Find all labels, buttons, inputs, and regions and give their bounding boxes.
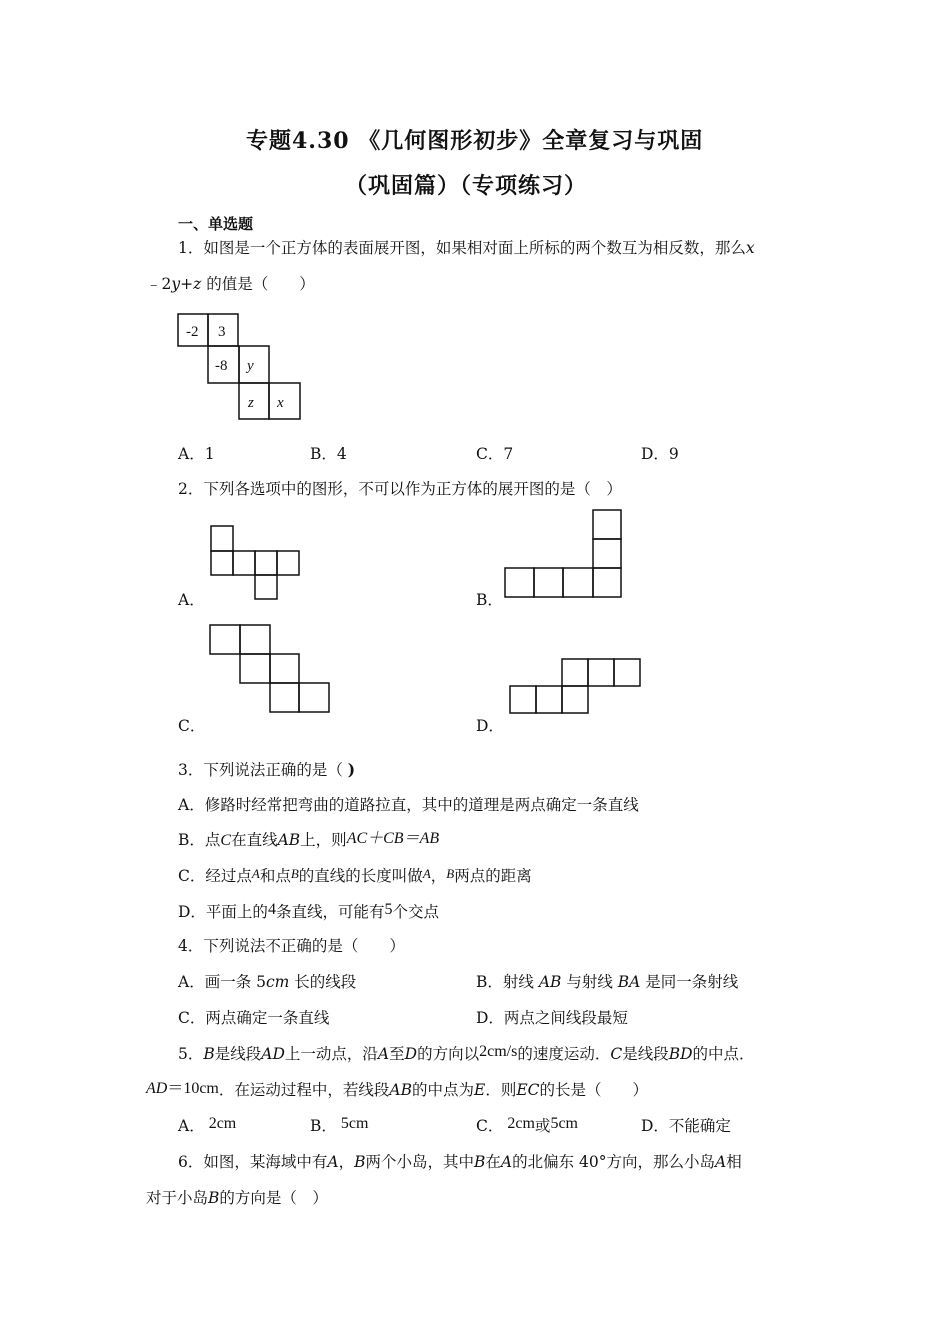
q5-option-b[interactable]	[310, 1116, 368, 1137]
q3-stem	[178, 760, 355, 780]
q4-stem: 4．下列说法不正确的是（ ）	[178, 937, 405, 955]
q5-seg-ec: EC	[516, 1081, 540, 1099]
q5-point-c: C	[610, 1045, 623, 1063]
q6-l2-t1: 对于小岛	[146, 1189, 209, 1207]
q3-option-c[interactable]	[178, 866, 532, 887]
q3-b-formula: AC＋CB＝AB	[346, 830, 440, 847]
q3-c-pre: C．经过点	[178, 867, 252, 885]
q1-option-d[interactable]: D．9	[641, 445, 679, 463]
q3-b-point-c: C	[220, 832, 232, 849]
q3-b-line-ab: AB	[277, 831, 301, 849]
q3-option-a[interactable]: A．修路时经常把弯曲的道路拉直，其中的道理是两点确定一条直线	[178, 796, 639, 814]
q2-stem: 2．下列各选项中的图形，不可以作为正方体的展开图的是（ ）	[178, 480, 622, 498]
q1-option-c[interactable]: C．7	[476, 445, 514, 463]
q5-c-label: C．	[476, 1117, 504, 1135]
q4-a-post: 长的线段	[289, 973, 357, 991]
q5-point-b: B	[203, 1045, 215, 1063]
q5-c-value-2: 5cm	[550, 1115, 578, 1132]
section-heading: 一、单选题	[178, 215, 254, 233]
q5-c-or: 或	[534, 1117, 551, 1135]
q5-b-label: B．	[310, 1117, 337, 1135]
q1-cube-net-figure	[176, 312, 306, 422]
q5-point-d: D	[404, 1045, 418, 1063]
q1-var-y: y	[171, 275, 181, 293]
q4-option-b[interactable]	[476, 972, 738, 992]
q3-d-pre: D．平面上的	[178, 903, 268, 921]
q5-seg-bd: BD	[668, 1045, 693, 1063]
q4-a-pre: A．画一条 5	[178, 973, 266, 991]
q4-b-ray-ba: BA	[617, 973, 641, 991]
q3-d-number-4: 4	[267, 901, 276, 918]
q6-t6: 相	[726, 1153, 742, 1171]
q1-net-cell-4: y	[247, 358, 254, 374]
q5-l2-t3: ．则	[485, 1081, 517, 1099]
q6-l2-island-b: B	[208, 1189, 220, 1207]
q5-c-value-1: 2cm	[507, 1115, 535, 1132]
q5-point-a: A	[377, 1045, 390, 1063]
q3-d-post: 个交点	[392, 903, 439, 921]
q6-t3: 两个小岛，其中	[365, 1153, 474, 1171]
q1-stem-text: 1．如图是一个正方体的表面展开图，如果相对面上所标的两个数互为相反数，那么	[178, 239, 746, 257]
q3-option-d[interactable]	[178, 902, 439, 923]
q5-b-value: 5cm	[340, 1115, 369, 1132]
q4-b-pre: B．射线	[476, 973, 539, 991]
q5-t7: 的中点．	[692, 1045, 755, 1063]
q5-num: 5．	[178, 1045, 204, 1063]
q6-island-b2: B	[474, 1153, 486, 1171]
q1-minus-two: ﹣2	[146, 275, 172, 293]
q3-c-point-b2: B	[446, 866, 455, 881]
q1-option-a[interactable]: A．1	[178, 445, 215, 463]
q5-ad-label: AD	[146, 1080, 168, 1097]
q2-option-b[interactable]: B．	[476, 591, 503, 609]
q6-island-a2: A	[500, 1153, 513, 1171]
q1-var-z: z	[193, 275, 202, 293]
q3-c-mid: 和点	[259, 867, 291, 885]
q6-t1: 6．如图，某海域中有	[178, 1153, 328, 1171]
q6-l2-t2: 的方向是（ ）	[219, 1189, 328, 1207]
q3-option-b[interactable]	[178, 830, 439, 851]
q1-net-cell-5: z	[248, 395, 254, 411]
q5-t2: 上一动点，沿	[284, 1045, 378, 1063]
q2-figure-d	[507, 657, 645, 717]
q5-option-d[interactable]: D．不能确定	[641, 1117, 731, 1135]
q3-b-pre: B．点	[178, 831, 221, 849]
q5-option-c[interactable]	[476, 1116, 578, 1137]
q3-c-point-a: A	[251, 866, 260, 881]
q1-option-b[interactable]: B．4	[310, 445, 347, 463]
q5-t4: 的方向以	[417, 1045, 480, 1063]
q5-l2-t1: ．在运动过程中，若线段	[218, 1081, 390, 1099]
q1-stem-line2	[146, 274, 315, 294]
q3-stem-paren: )	[347, 760, 356, 779]
q3-b-mid2: 上，则	[300, 831, 347, 849]
q5-a-label: A．	[178, 1117, 205, 1135]
q1-net-cell-6: x	[277, 395, 284, 411]
q2-figure-c	[207, 623, 333, 715]
q2-option-d[interactable]: D．	[476, 717, 504, 735]
q5-t3: 至	[389, 1045, 405, 1063]
q4-a-unit: cm	[265, 973, 290, 991]
q5-stem-line2	[146, 1080, 648, 1101]
q3-c-mid2: 的直线的长度叫做	[298, 867, 423, 885]
q2-option-c[interactable]: C．	[178, 717, 206, 735]
page-subtitle: （巩固篇）（专项练习）	[345, 173, 588, 199]
q3-b-mid: 在直线	[231, 831, 278, 849]
q6-t5: 的北偏东 40°方向，那么小岛	[512, 1153, 716, 1171]
q3-d-mid: 条直线，可能有	[275, 903, 385, 921]
q6-t4: 在	[485, 1153, 501, 1171]
q3-c-point-b: B	[290, 866, 299, 881]
q1-stem-line1	[178, 238, 755, 258]
q2-figure-a	[209, 524, 301, 602]
q4-option-d[interactable]: D．两点之间线段最短	[476, 1009, 628, 1027]
q5-point-e: E	[474, 1081, 486, 1099]
q3-c-point-a2: A	[422, 866, 431, 881]
q4-b-ray-ab: AB	[538, 973, 562, 991]
q5-t1: 是线段	[214, 1045, 262, 1063]
q1-net-cell-3: -8	[215, 358, 228, 374]
q5-option-a[interactable]	[178, 1116, 236, 1137]
q3-stem-text: 3．下列说法正确的是（	[178, 761, 348, 779]
q6-island-a3: A	[715, 1153, 727, 1171]
q1-net-cell-2: 3	[218, 324, 226, 340]
q5-l2-t4: 的长是（ ）	[539, 1081, 649, 1099]
q5-l2-t2: 的中点为	[412, 1081, 475, 1099]
q5-speed: 2cm/s	[479, 1043, 518, 1060]
q1-plus: +	[180, 275, 194, 293]
q5-t5: 的速度运动．	[517, 1045, 611, 1063]
q1-net-cell-1: -2	[186, 324, 199, 340]
q4-option-a[interactable]	[178, 972, 356, 992]
q4-b-mid: 与射线	[561, 973, 618, 991]
q1-stem-tail: 的值是（ ）	[201, 275, 315, 293]
q6-island-a: A	[327, 1153, 339, 1171]
q6-island-b: B	[354, 1153, 366, 1171]
q5-t6: 是线段	[622, 1045, 669, 1063]
q2-figure-b	[503, 508, 625, 600]
q5-stem-line1	[178, 1044, 755, 1065]
q4-b-post: 是同一条射线	[640, 973, 739, 991]
q2-option-a[interactable]: A．	[178, 591, 205, 609]
q3-c-post: 两点的距离	[454, 867, 532, 885]
q6-stem-line1	[178, 1152, 742, 1172]
page-title: 专题4.30 《几何图形初步》全章复习与巩固	[246, 128, 704, 154]
q3-d-number-5: 5	[384, 901, 393, 918]
q5-seg-ab: AB	[389, 1081, 412, 1099]
q5-ad-value: ＝10cm	[167, 1080, 219, 1097]
q1-var-x: x	[745, 239, 755, 257]
q6-stem-line2	[146, 1188, 328, 1208]
q3-c-comma: ，	[430, 867, 447, 885]
q6-t2: ，	[338, 1153, 355, 1171]
q5-a-value: 2cm	[208, 1115, 237, 1132]
q5-seg-ad: AD	[261, 1045, 285, 1063]
q4-option-c[interactable]: C．两点确定一条直线	[178, 1009, 330, 1027]
